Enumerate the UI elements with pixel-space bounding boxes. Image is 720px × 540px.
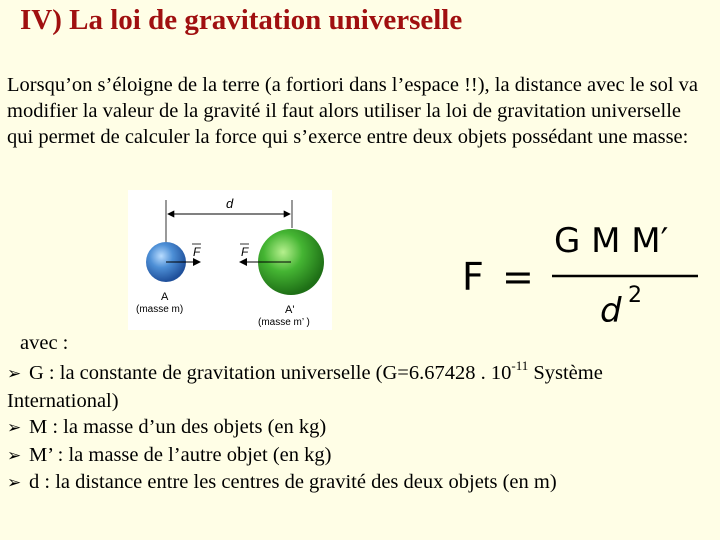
- definitions-list: [7, 360, 712, 497]
- formula-equals: =: [502, 255, 534, 299]
- point-a-label: A: [161, 291, 169, 303]
- definition-d-text: d : la distance entre les centres de gravité des deux objets (en m): [29, 471, 557, 493]
- mass-a-label: (masse m): [136, 304, 184, 315]
- slide-title: IV) La loi de gravitation universelle: [20, 4, 463, 36]
- gravitation-formula: [460, 212, 705, 332]
- arrow-bullet-icon: ➢: [7, 445, 22, 466]
- definition-g-suffix: Système International): [7, 362, 603, 412]
- gravitation-figure: [128, 190, 332, 330]
- definition-m-prime: [7, 442, 712, 470]
- formula-denominator-base: d: [600, 291, 622, 331]
- definition-m-prime-text: M’ : la masse de l’autre objet (en kg): [29, 443, 332, 466]
- formula-lhs: F: [462, 255, 484, 299]
- mass-a-prime-label: (masse m’ ): [258, 317, 310, 328]
- formula-denominator-exp: 2: [628, 283, 642, 308]
- definition-g: [7, 360, 712, 414]
- arrow-bullet-icon: ➢: [7, 364, 22, 384]
- definition-m: [7, 414, 712, 442]
- force-label-left: F: [193, 245, 201, 259]
- point-a-prime-label: A': [285, 304, 295, 316]
- arrow-bullet-icon: ➢: [7, 473, 22, 493]
- force-label-right: F: [241, 245, 249, 259]
- definition-g-text: G : la constante de gravitation universelle (G=6.67428 . 10: [29, 362, 512, 384]
- definition-g-exponent: -11: [511, 358, 529, 373]
- avec-label: avec :: [20, 332, 69, 354]
- distance-label: d: [226, 196, 234, 211]
- gravitation-diagram: [128, 190, 332, 330]
- definition-m-text: M : la masse d’un des objets (en kg): [29, 416, 327, 438]
- intro-paragraph: Lorsqu’on s’éloigne de la terre (a fortiori dans l’espace !!), la distance avec le sol va modifier la valeur de la gravité il faut alors utiliser la loi de gravitation universelle qui permet de calculer la force qui s’exerce entre deux objets possédant une masse:: [7, 74, 699, 148]
- formula-numerator: G M M′: [554, 221, 669, 261]
- arrow-bullet-icon: ➢: [7, 418, 22, 438]
- definition-d: [7, 469, 712, 497]
